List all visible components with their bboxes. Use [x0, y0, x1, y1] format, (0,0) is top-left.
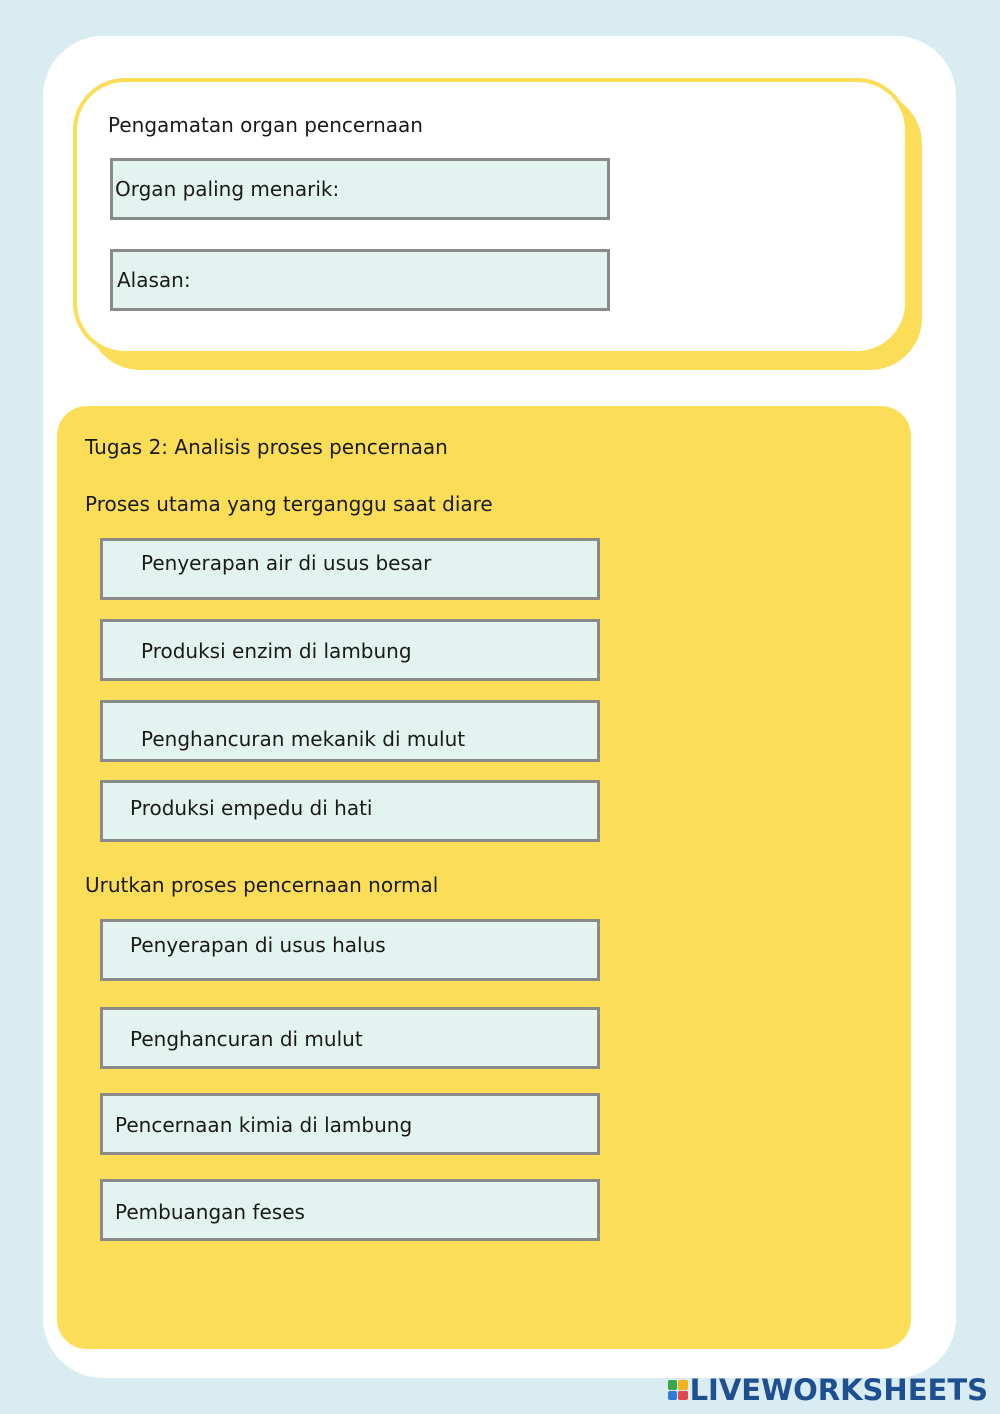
organ-field[interactable] [110, 158, 610, 220]
option-label: Penghancuran mekanik di mulut [141, 727, 466, 751]
order-item-label: Penghancuran di mulut [130, 1027, 363, 1051]
reason-field-label: Alasan: [117, 268, 191, 292]
option-bile-production[interactable] [100, 780, 600, 842]
order-item-mouth[interactable] [100, 1007, 600, 1069]
option-label: Produksi enzim di lambung [141, 639, 412, 663]
question-order: Urutkan proses pencernaan normal [85, 873, 439, 897]
task-title: Tugas 2: Analisis proses pencernaan [85, 435, 448, 459]
reason-field[interactable] [110, 249, 610, 311]
option-label: Penyerapan air di usus besar [141, 551, 432, 575]
option-water-absorption[interactable] [100, 538, 600, 600]
organ-field-label: Organ paling menarik: [115, 177, 340, 201]
logo-square-red [678, 1391, 688, 1401]
order-item-excretion[interactable] [100, 1179, 600, 1241]
observation-title: Pengamatan organ pencernaan [108, 113, 423, 137]
brand-text: LIVEWORKSHEETS [689, 1373, 988, 1407]
logo-square-yellow [678, 1380, 688, 1390]
order-item-label: Pencernaan kimia di lambung [115, 1113, 413, 1137]
order-item-label: Pembuangan feses [115, 1200, 305, 1224]
order-item-stomach[interactable] [100, 1093, 600, 1155]
question-diarrhea: Proses utama yang terganggu saat diare [85, 492, 493, 516]
order-item-label: Penyerapan di usus halus [130, 933, 386, 957]
option-label: Produksi empedu di hati [130, 796, 373, 820]
liveworksheets-brand[interactable] [668, 1374, 988, 1406]
option-enzyme-production[interactable] [100, 619, 600, 681]
order-item-small-intestine[interactable] [100, 919, 600, 981]
logo-square-green [668, 1380, 678, 1390]
logo-square-blue [668, 1391, 678, 1401]
option-mechanical-breakdown[interactable] [100, 700, 600, 762]
liveworksheets-logo-icon [668, 1380, 688, 1400]
